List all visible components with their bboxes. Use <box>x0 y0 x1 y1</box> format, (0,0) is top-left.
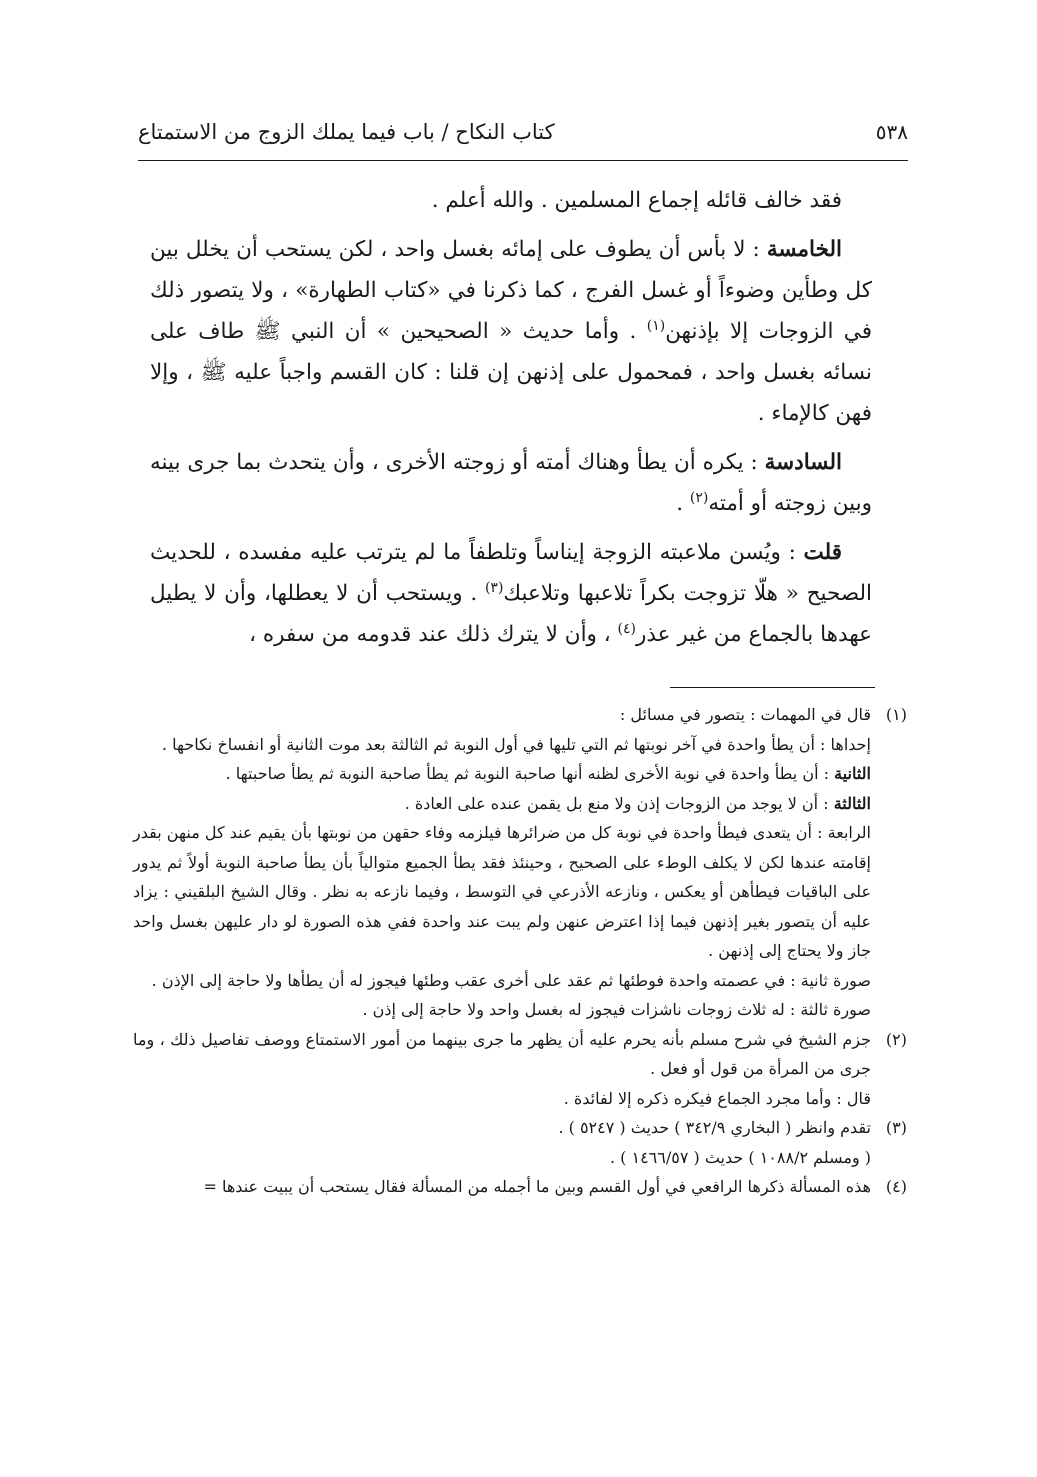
paragraph-1: فقد خالف قائله إجماع المسلمين . والله أعلم . <box>431 188 842 213</box>
footnote-item <box>133 789 871 819</box>
footnote-text: تقدم وانظر ( البخاري ٣٤٢/٩ ) حديث ( ٥٢٤٧ ) . <box>558 1118 871 1137</box>
footnote-text: جزم الشيخ في شرح مسلم بأنه يحرم عليه أن يظهر ما جرى بينهما من أمور الاستمتاع ووصف تفاصيل ذلك ، وما جرى من المرأة من قول أو فعل . <box>133 1029 872 1078</box>
paragraph-lead-qultu: قلت <box>803 540 842 565</box>
running-header <box>138 114 908 154</box>
footnote-number: (٤) <box>885 1177 907 1196</box>
footnote-number: (١) <box>885 705 907 724</box>
footnote-3 <box>133 1113 907 1172</box>
paragraph-text: . وأما حديث « الصحيحين » أن النبي ﷺ طاف على نسائه بغسل واحد ، فمحمول على إذنهن إن قلنا : كان القسم واجباً عليه ﷺ ، وإلا فهن كالإماء . <box>150 319 872 426</box>
header-divider <box>138 160 908 161</box>
main-text <box>150 180 872 655</box>
paragraph-text: . <box>676 491 690 516</box>
footnote-item <box>133 759 871 789</box>
footnote-number: (٣) <box>885 1118 907 1137</box>
footnote-item-term: الثالثة <box>833 793 871 813</box>
paragraph-text: . ويستحب أن لا يعطلها، وأن لا يطيل عهدها بالجماع من غير عذر <box>150 581 872 647</box>
footnote-text: ( ومسلم ١٠٨٨/٢ ) حديث ( ١٤٦٦/٥٧ ) . <box>609 1147 871 1167</box>
footnote-divider <box>670 687 875 688</box>
footnote-item: الرابعة : أن يتعدى فيطأ واحدة في نوبة كل من ضرائرها فيلزمه وفاء حقهن من نوبتها بأن يقيم عند كل منهن بقدر إقامته عندها لكن لا يكلف الوطء على الصحيح ، وحينئذ فقد يطأ الجميع متوالياً بأن يطأ صاحبة النوبة أولاً ثم يدور على الباقيات فيطأهن أو يعكس ، ونازعه الأذرعي في التوسط ، وفيما نازعه به نظر . وقال الشيخ البلقيني : يزاد عليه أن يتصور بغير إذنهن فيما إذا اعترض عنهن ولم يبت عند واحدة ففي هذه الصورة لو دار عليهن بغسل واحد جاز ولا يحتاج إلى إذنهن . <box>133 823 872 960</box>
paragraph-text: : يكره أن يطأ وهناك أمته أو زوجته الأخرى ، وأن يتحدث بما جرى بينه وبين زوجته أو أمته <box>150 450 872 516</box>
footnote-text: قال في المهمات : يتصور في مسائل : <box>619 705 871 724</box>
footnote-ref-4: (٤) <box>617 620 636 637</box>
footnote-number: (٢) <box>885 1029 907 1049</box>
footnote-item: إحداها : أن يطأ واحدة في آخر نوبتها ثم التي تليها في أول النوبة ثم الثالثة بعد موت الثانية أو انفساخ نكاحها . <box>161 734 871 754</box>
paragraph-lead-fifth: الخامسة <box>766 237 842 262</box>
footnote-text: قال : وأما مجرد الجماع فيكره ذكره إلا لفائدة . <box>563 1088 871 1108</box>
footnote-text: هذه المسألة ذكرها الرافعي في أول القسم وبين ما أجمله من المسألة فقال يستحب أن يبيت عندها = <box>203 1177 871 1196</box>
page-number: ٥٣٨ <box>875 120 908 144</box>
paragraph-text: : ويُسن ملاعبته الزوجة إيناساً وتلطفاً ما لم يترتب عليه مفسده ، للحديث الصحيح « هلّا تزوجت بكراً تلاعبها وتلاعبك <box>150 540 872 606</box>
paragraph-text: ، وأن لا يترك ذلك عند قدومه من سفره ، <box>249 622 618 647</box>
paragraph-sixth <box>150 442 872 524</box>
paragraph-lead-sixth: السادسة <box>764 450 842 475</box>
footnote-item-text: : أن لا يوجد من الزوجات إذن ولا منع بل يقمن عنده على العادة . <box>404 793 834 813</box>
paragraph-fifth <box>150 229 872 434</box>
footnote-4 <box>133 1172 907 1202</box>
footnote-ref-3: (٣) <box>484 579 504 596</box>
footnote-ref-2: (٢) <box>689 489 709 506</box>
footnote-ref-1: (١) <box>646 317 666 334</box>
footnote-1 <box>133 700 907 1025</box>
paragraph-qultu <box>150 532 872 655</box>
footnotes <box>133 700 907 1202</box>
paragraph-text: : لا بأس أن يطوف على إمائه بغسل واحد ، لكن يستحب أن يخلل بين كل وطأين وضوءاً أو غسل الفرج ، كما ذكرنا في «كتاب الطهارة» ، ولا يتصور ذلك في الزوجات إلا بإذنهن <box>150 237 872 344</box>
footnote-item-text: : أن يطأ واحدة في نوبة الأخرى لظنه أنها صاحبة النوبة ثم يطأ صاحبة النوبة ثم يطأ صاحبتها . <box>225 764 835 783</box>
footnote-item-term: الثانية <box>834 764 871 783</box>
footnote-item: صورة ثانية : في عصمته واحدة فوطئها ثم عقد على أخرى عقب وطئها فيجوز له أن يطأها ولا حاجة إلى الإذن . <box>151 970 871 990</box>
footnote-2 <box>133 1025 907 1114</box>
chapter-title: كتاب النكاح / باب فيما يملك الزوج من الاستمتاع <box>138 120 555 144</box>
footnote-item: صورة ثالثة : له ثلاث زوجات ناشزات فيجوز له بغسل واحد ولا حاجة إلى إذن . <box>362 1000 871 1019</box>
